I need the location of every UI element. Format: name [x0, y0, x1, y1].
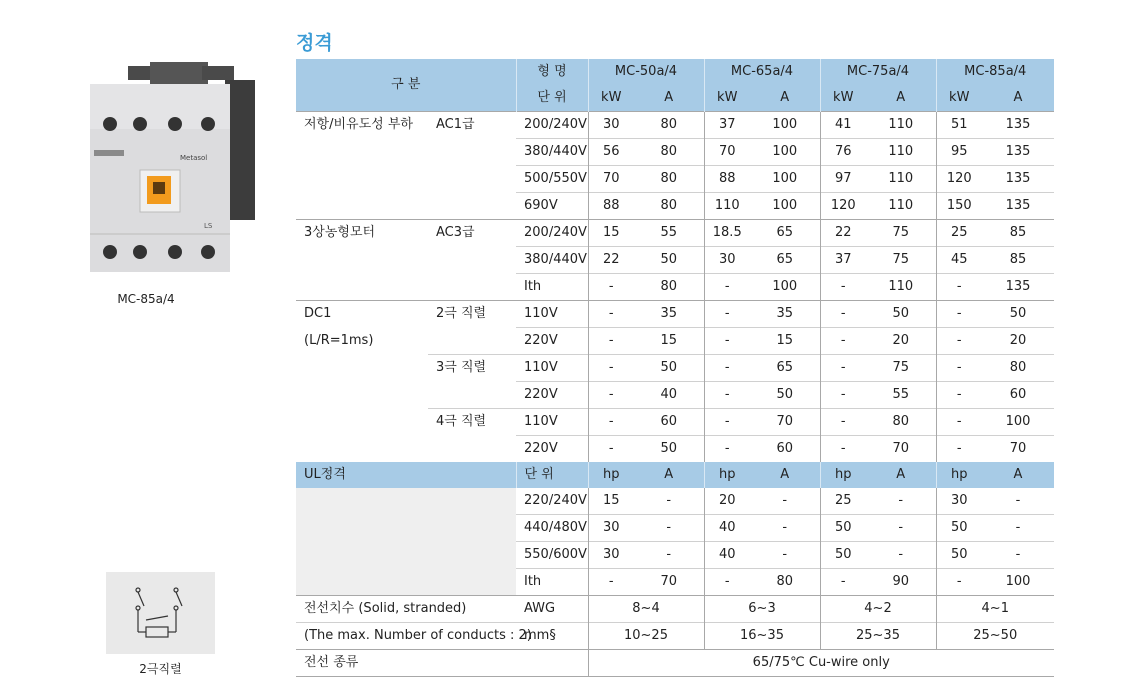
table-cell — [428, 328, 516, 355]
value-cell: 35 — [750, 301, 820, 328]
poles-label: 4극 직렬 — [428, 409, 516, 436]
wire-size-label: 전선치수 (Solid, stranded) — [296, 596, 516, 623]
table-cell — [296, 166, 428, 193]
table-row-dc1 — [296, 382, 1054, 409]
value-cell: 55 — [866, 382, 936, 409]
value-cell: - — [750, 542, 820, 569]
ac1-label: 저항/비유도성 부하 — [296, 112, 428, 139]
value-cell: - — [750, 515, 820, 542]
table-cell — [296, 274, 428, 301]
value-cell: - — [936, 301, 982, 328]
contactor-product-image — [80, 62, 260, 277]
value-cell: - — [936, 569, 982, 596]
value-cell: 50 — [866, 301, 936, 328]
value-cell: 88 — [588, 193, 634, 220]
value-cell: 37 — [704, 112, 750, 139]
value-cell: - — [666, 493, 672, 508]
value-cell: 50 — [634, 247, 704, 274]
header-group: 구 분 — [296, 59, 516, 112]
value-cell: 80 — [634, 166, 704, 193]
table-cell — [428, 166, 516, 193]
awg-value: 4~2 — [820, 596, 936, 623]
spec-table — [296, 59, 1054, 677]
model-header: MC-85a/4 — [936, 59, 1054, 85]
value-cell: 80 — [634, 193, 704, 220]
mm-unit: mm§ — [516, 623, 588, 650]
unit-header: hp — [936, 462, 982, 488]
value-cell: 70 — [634, 569, 704, 596]
table-cell — [296, 409, 428, 436]
table-row-ac3 — [296, 274, 1054, 301]
value-cell: 135 — [982, 193, 1054, 220]
unit-header: kW — [704, 85, 750, 112]
value-cell: 15 — [750, 328, 820, 355]
unit-header: A — [982, 462, 1054, 488]
wire-max-row — [296, 623, 1054, 650]
table-cell — [296, 139, 428, 166]
voltage-cell: 200/240V — [516, 112, 588, 139]
value-cell: 120 — [936, 166, 982, 193]
value-cell: 110 — [866, 139, 936, 166]
value-cell: - — [936, 382, 982, 409]
value-cell: - — [588, 328, 634, 355]
value-cell: 80 — [982, 355, 1054, 382]
awg-unit: AWG — [516, 596, 588, 623]
table-row-ac1 — [296, 166, 1054, 193]
value-cell: 25 — [820, 488, 866, 515]
value-cell: 85 — [982, 247, 1054, 274]
value-cell: 60 — [634, 409, 704, 436]
value-cell: 100 — [982, 569, 1054, 596]
table-cell — [428, 193, 516, 220]
unit-header: A — [866, 462, 936, 488]
value-cell: 50 — [936, 515, 982, 542]
value-cell: 135 — [982, 274, 1054, 301]
table-cell — [296, 382, 428, 409]
value-cell: 30 — [588, 112, 634, 139]
value-cell: 50 — [634, 355, 704, 382]
mm-value: 25~50 — [936, 623, 1054, 650]
value-cell: - — [820, 382, 866, 409]
value-cell: 70 — [866, 436, 936, 463]
value-cell: 41 — [820, 112, 866, 139]
table-cell — [296, 193, 428, 220]
value-cell: 97 — [820, 166, 866, 193]
value-cell: 80 — [634, 274, 704, 301]
value-cell: 30 — [588, 515, 634, 542]
ls-label: LS — [204, 222, 213, 230]
value-cell: 15 — [634, 328, 704, 355]
value-cell: - — [936, 274, 982, 301]
value-cell: 65 — [750, 247, 820, 274]
ac1-class: AC1급 — [428, 112, 516, 139]
value-cell: 110 — [866, 193, 936, 220]
table-row-ac1 — [296, 112, 1054, 139]
value-cell: 65 — [750, 220, 820, 247]
value-cell: - — [820, 355, 866, 382]
table-cell — [296, 355, 428, 382]
table-row-dc1 — [296, 301, 1054, 328]
unit-header: hp — [704, 462, 750, 488]
value-cell: - — [588, 436, 634, 463]
value-cell: 50 — [820, 515, 866, 542]
value-cell: 37 — [820, 247, 866, 274]
ul-unit-label: 단 위 — [516, 462, 588, 488]
value-cell: - — [820, 301, 866, 328]
header-unit-label: 단 위 — [516, 85, 588, 112]
value-cell: - — [588, 274, 634, 301]
ac3-label: 3상농형모터 — [296, 220, 428, 247]
voltage-cell: 110V — [516, 301, 588, 328]
value-cell: - — [704, 569, 750, 596]
table-row-dc1 — [296, 409, 1054, 436]
value-cell: 30 — [704, 247, 750, 274]
wiring-diagram — [106, 572, 215, 654]
value-cell: 25 — [936, 220, 982, 247]
poles-label: 3극 직렬 — [428, 355, 516, 382]
value-cell: - — [704, 274, 750, 301]
unit-header: A — [750, 85, 820, 112]
model-header: MC-50a/4 — [588, 59, 704, 85]
voltage-cell: 200/240V — [516, 220, 588, 247]
value-cell: - — [1015, 493, 1021, 508]
mm-value: 25~35 — [820, 623, 936, 650]
section-title: 정격 — [296, 32, 333, 54]
value-cell: 40 — [704, 542, 750, 569]
voltage-cell: 220V — [516, 328, 588, 355]
value-cell: 56 — [588, 139, 634, 166]
unit-header: A — [750, 462, 820, 488]
value-cell: - — [936, 355, 982, 382]
ul-header-row — [296, 462, 1054, 488]
value-cell: - — [634, 515, 704, 542]
value-cell: 80 — [634, 139, 704, 166]
table-cell — [428, 436, 516, 463]
voltage-cell: 500/550V — [516, 166, 588, 193]
value-cell: 135 — [982, 139, 1054, 166]
value-cell: 80 — [750, 569, 820, 596]
value-cell: 30 — [588, 542, 634, 569]
unit-header: A — [634, 85, 704, 112]
unit-header: kW — [820, 85, 866, 112]
value-cell: - — [704, 436, 750, 463]
voltage-cell: 220V — [516, 382, 588, 409]
value-cell: - — [588, 382, 634, 409]
value-cell: 22 — [588, 247, 634, 274]
value-cell: 80 — [634, 112, 704, 139]
wire-size-row — [296, 596, 1054, 623]
ul-label: UL정격 — [296, 462, 516, 488]
value-cell: 70 — [588, 166, 634, 193]
value-cell: 100 — [750, 139, 820, 166]
value-cell: 30 — [936, 488, 982, 515]
value-cell: 55 — [634, 220, 704, 247]
voltage-cell: 550/600V — [516, 542, 588, 569]
wire-type-label: 전선 종류 — [296, 650, 588, 677]
table-row-dc1 — [296, 328, 1054, 355]
table-row-ac3 — [296, 247, 1054, 274]
wire-type-value: 65/75℃ Cu-wire only — [588, 650, 1054, 677]
value-cell: 20 — [982, 328, 1054, 355]
voltage-cell: 220/240V — [524, 493, 587, 508]
value-cell: - — [936, 328, 982, 355]
voltage-cell: 380/440V — [516, 139, 588, 166]
voltage-cell: Ith — [516, 569, 588, 596]
value-cell: 51 — [936, 112, 982, 139]
table-row-ac3 — [296, 220, 1054, 247]
value-cell: - — [704, 301, 750, 328]
value-cell: - — [588, 409, 634, 436]
value-cell: 18.5 — [704, 220, 750, 247]
value-cell: 40 — [704, 515, 750, 542]
unit-header: hp — [820, 462, 866, 488]
value-cell: - — [820, 436, 866, 463]
model-header: MC-65a/4 — [704, 59, 820, 85]
value-cell: - — [936, 436, 982, 463]
value-cell: 85 — [982, 220, 1054, 247]
value-cell: 70 — [704, 139, 750, 166]
value-cell: - — [866, 515, 936, 542]
value-cell: 95 — [936, 139, 982, 166]
value-cell: - — [704, 328, 750, 355]
value-cell: 15 — [588, 488, 634, 515]
table-cell — [296, 436, 428, 463]
value-cell: 50 — [936, 542, 982, 569]
value-cell: 35 — [634, 301, 704, 328]
awg-value: 8~4 — [588, 596, 704, 623]
value-cell: - — [820, 274, 866, 301]
value-cell: 22 — [820, 220, 866, 247]
value-cell: - — [820, 409, 866, 436]
value-cell: - — [866, 542, 936, 569]
dc1-sub: (L/R=1ms) — [304, 333, 374, 348]
value-cell: 75 — [866, 247, 936, 274]
diagram-caption: 2극직렬 — [139, 662, 182, 676]
value-cell: 60 — [750, 436, 820, 463]
header-type-label: 형 명 — [516, 59, 588, 85]
value-cell: 50 — [820, 542, 866, 569]
value-cell: 110 — [866, 274, 936, 301]
value-cell: - — [782, 493, 788, 508]
voltage-cell: 220V — [516, 436, 588, 463]
value-cell: - — [820, 569, 866, 596]
value-cell: 110 — [866, 166, 936, 193]
value-cell: 20 — [866, 328, 936, 355]
value-cell: - — [588, 569, 634, 596]
awg-value: 6~3 — [704, 596, 820, 623]
voltage-cell: 110V — [516, 409, 588, 436]
voltage-cell: 380/440V — [516, 247, 588, 274]
value-cell: 100 — [750, 274, 820, 301]
value-cell: 20 — [704, 488, 750, 515]
value-cell: - — [704, 355, 750, 382]
poles-label: 2극 직렬 — [428, 301, 516, 328]
table-row-ac1 — [296, 193, 1054, 220]
table-row-ul — [296, 488, 1054, 515]
ul-blank-cell — [296, 488, 516, 596]
mm-value: 16~35 — [704, 623, 820, 650]
value-cell: - — [634, 542, 704, 569]
table-cell — [428, 139, 516, 166]
ac3-class: AC3급 — [428, 220, 516, 247]
voltage-cell: Ith — [516, 274, 588, 301]
voltage-cell: 440/480V — [516, 515, 588, 542]
value-cell: 70 — [982, 436, 1054, 463]
table-row-ac1 — [296, 139, 1054, 166]
unit-header: kW — [936, 85, 982, 112]
dc1-label: DC1 — [296, 301, 428, 328]
header-row — [296, 59, 1054, 85]
voltage-cell: 110V — [516, 355, 588, 382]
value-cell: 70 — [750, 409, 820, 436]
awg-value: 4~1 — [936, 596, 1054, 623]
table-row-dc1 — [296, 355, 1054, 382]
value-cell: 150 — [936, 193, 982, 220]
value-cell: 100 — [750, 166, 820, 193]
value-cell: - — [898, 493, 904, 508]
value-cell: 75 — [866, 220, 936, 247]
value-cell: 88 — [704, 166, 750, 193]
value-cell: 100 — [750, 112, 820, 139]
value-cell: 65 — [750, 355, 820, 382]
value-cell: - — [704, 409, 750, 436]
unit-header: kW — [588, 85, 634, 112]
table-cell — [428, 274, 516, 301]
product-caption: MC-85a/4 — [117, 292, 175, 306]
unit-header: hp — [588, 462, 634, 488]
value-cell: 76 — [820, 139, 866, 166]
value-cell: 15 — [588, 220, 634, 247]
value-cell: 50 — [982, 301, 1054, 328]
value-cell: 135 — [982, 166, 1054, 193]
table-cell — [428, 247, 516, 274]
value-cell: 60 — [982, 382, 1054, 409]
unit-header: A — [634, 462, 704, 488]
value-cell: - — [982, 515, 1054, 542]
brand-label: Metasol — [180, 154, 208, 162]
wire-type-row — [296, 650, 1054, 677]
value-cell: - — [704, 382, 750, 409]
wire-max-label: (The max. Number of conducts : 2) — [296, 623, 516, 650]
value-cell: 135 — [982, 112, 1054, 139]
value-cell: - — [936, 409, 982, 436]
unit-header: A — [866, 85, 936, 112]
value-cell: 100 — [982, 409, 1054, 436]
value-cell: - — [982, 542, 1054, 569]
unit-header: A — [982, 85, 1054, 112]
mm-value: 10~25 — [588, 623, 704, 650]
value-cell: 100 — [750, 193, 820, 220]
value-cell: 75 — [866, 355, 936, 382]
value-cell: 110 — [704, 193, 750, 220]
value-cell: 45 — [936, 247, 982, 274]
table-row-dc1 — [296, 436, 1054, 463]
value-cell: 50 — [634, 436, 704, 463]
value-cell: 40 — [634, 382, 704, 409]
model-header: MC-75a/4 — [820, 59, 936, 85]
value-cell: - — [820, 328, 866, 355]
value-cell: - — [588, 355, 634, 382]
value-cell: - — [588, 301, 634, 328]
voltage-cell: 690V — [516, 193, 588, 220]
table-cell — [296, 247, 428, 274]
value-cell: 90 — [866, 569, 936, 596]
value-cell: 110 — [866, 112, 936, 139]
value-cell: 50 — [750, 382, 820, 409]
table-cell — [428, 382, 516, 409]
value-cell: 120 — [820, 193, 866, 220]
value-cell: 80 — [866, 409, 936, 436]
